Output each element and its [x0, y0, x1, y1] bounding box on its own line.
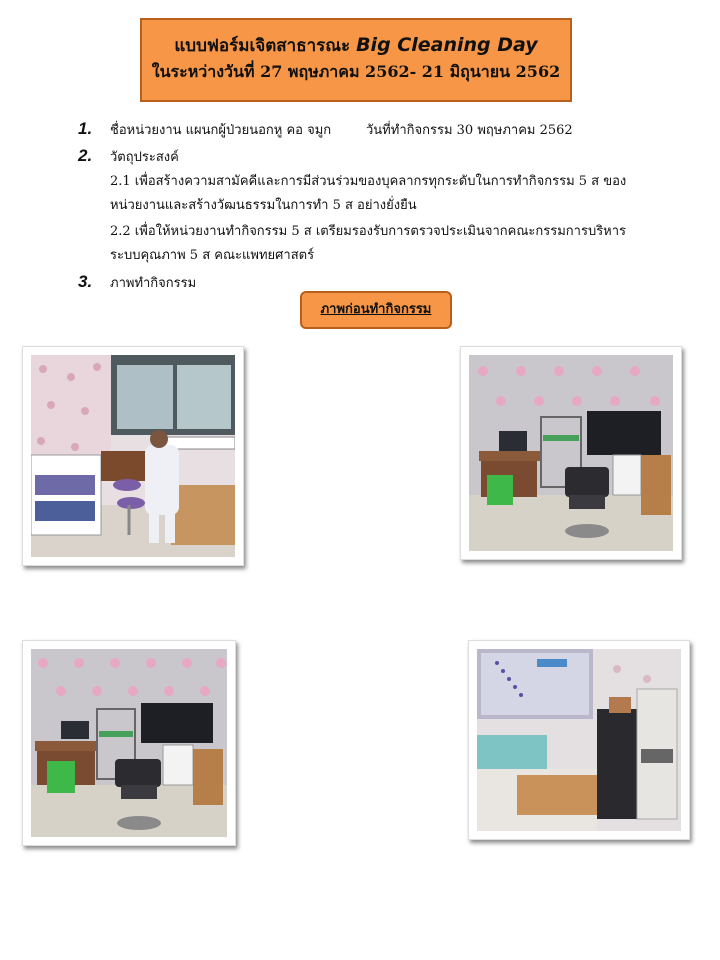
objective-1	[110, 170, 650, 218]
activity-photos-heading: ภาพทำกิจกรรม	[110, 276, 197, 291]
item-number-1: 1.	[78, 119, 93, 138]
title-banner	[140, 18, 572, 102]
objective-2-line1: 2.2 เพื่อให้หน่วยงานทำกิจกรรม 5 ส เตรียมรองรับการตรวจประเมินจากคณะกรรมการบริหาร	[110, 224, 627, 239]
item-number-2: 2.	[78, 146, 93, 165]
photo-exam-unit-with-screen	[468, 640, 690, 840]
date-range: ในระหว่างวันที่ 27 พฤษภาคม 2562- 21 มิถุนายน 2562	[151, 62, 561, 81]
photo-exam-room-green-stool	[22, 640, 236, 846]
activity-date: วันที่ทำกิจกรรม 30 พฤษภาคม 2562	[366, 123, 573, 138]
objective-2-line2: ระบบคุณภาพ 5 ส คณะแพทยศาสตร์	[110, 248, 315, 263]
objective-1-line1: 2.1 เพื่อสร้างความสามัคคีและการมีส่วนร่วมของบุคลากรทุกระดับในการทำกิจกรรม 5 ส ของ	[110, 174, 627, 189]
page-title	[142, 32, 570, 59]
title-english: Big Cleaning Day	[356, 34, 538, 56]
before-activity-label: ภาพก่อนทำกิจกรรม	[300, 291, 452, 329]
objective-1-line2: หน่วยงานและสร้างวัฒนธรรมในการทำ 5 ส อย่างยั่งยืน	[110, 198, 417, 213]
objectives-heading: วัตถุประสงค์	[110, 150, 179, 165]
photo-ent-exam-room	[460, 346, 682, 560]
department-name: ชื่อหน่วยงาน แผนกผู้ป่วยนอกหู คอ จมูก	[110, 123, 332, 138]
photo-nurse-cleaning-desk	[22, 346, 244, 566]
item-number-3: 3.	[78, 272, 93, 291]
objective-2	[110, 220, 650, 268]
title-thai: แบบฟอร์มเจิตสาธารณะ	[174, 36, 357, 56]
